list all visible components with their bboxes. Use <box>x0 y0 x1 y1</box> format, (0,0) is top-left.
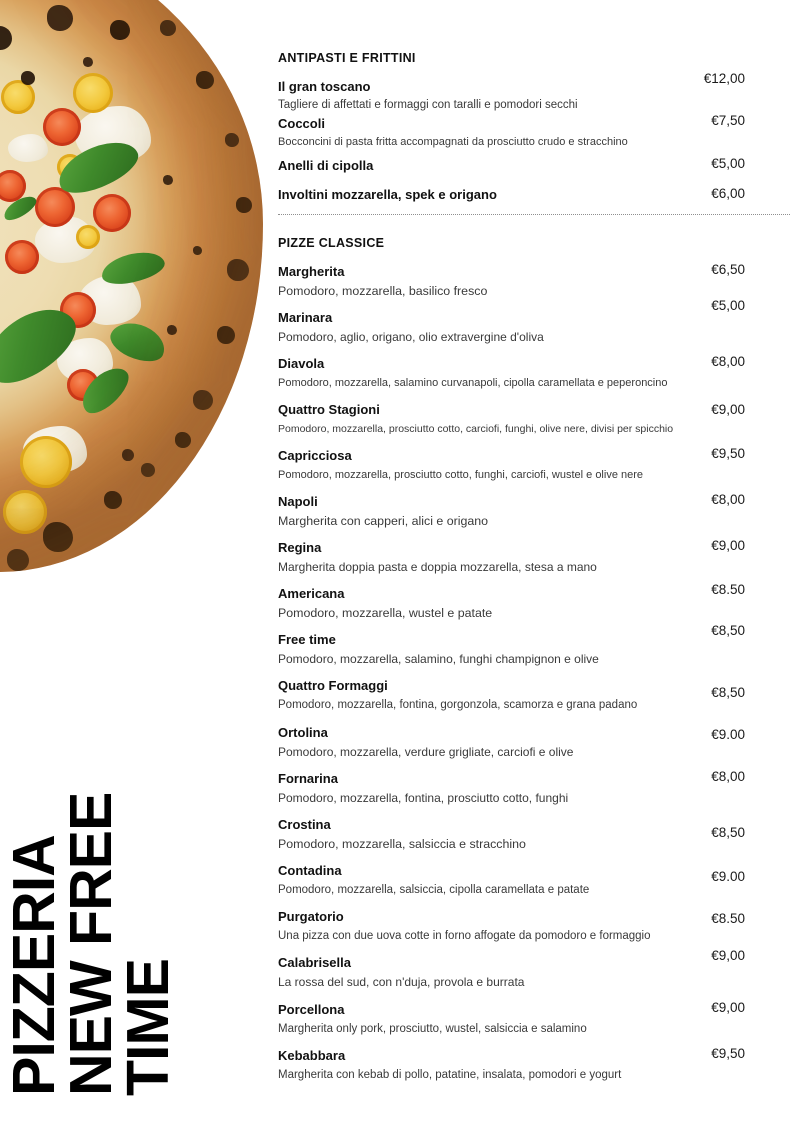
basil-leaf <box>74 360 136 420</box>
char-spot <box>227 259 249 281</box>
item-description: Margherita doppia pasta e doppia mozzarella, stesa a mano <box>278 560 597 574</box>
menu-item <box>278 1000 745 1037</box>
menu-item <box>278 354 745 391</box>
menu-item <box>278 1046 745 1083</box>
menu-item <box>278 538 745 575</box>
tomato-yellow <box>73 73 113 113</box>
tomato-red <box>0 170 26 202</box>
item-name: Anelli di cipolla <box>278 158 374 173</box>
menu-item <box>278 723 745 760</box>
item-name: Margherita <box>278 264 345 279</box>
item-price: €8,50 <box>711 685 745 700</box>
char-spot <box>193 246 202 255</box>
mozzarella-blob <box>23 426 87 474</box>
char-spot <box>167 325 177 335</box>
mozzarella-blob <box>75 106 151 164</box>
menu-item <box>278 156 745 175</box>
brand-line-2: NEW FREE <box>58 792 124 1096</box>
char-spot <box>47 5 73 31</box>
char-spot <box>43 522 73 552</box>
item-description: Una pizza con due uova cotte in forno affogate da pomodoro e formaggio <box>278 930 651 942</box>
item-price: €9,00 <box>711 402 745 417</box>
item-description: Pomodoro, aglio, origano, olio extravergine d'oliva <box>278 330 544 344</box>
menu-item <box>278 71 745 113</box>
item-name: Kebabbara <box>278 1048 346 1063</box>
item-price: €6,00 <box>711 186 745 201</box>
tomato-red <box>67 369 99 401</box>
item-description: Bocconcini di pasta fritta accompagnati da prosciutto crudo e stracchino <box>278 136 628 148</box>
item-description: Tagliere di affettati e formaggi con taralli e pomodori secchi <box>278 99 578 111</box>
item-price: €9,00 <box>711 948 745 963</box>
item-name: Napoli <box>278 494 318 509</box>
item-price: €9.00 <box>711 727 745 742</box>
item-description: Margherita only pork, prosciutto, wustel, salsiccia e salamino <box>278 1023 587 1035</box>
char-spot <box>163 175 173 185</box>
char-spot <box>160 20 176 36</box>
menu-section-pizze <box>278 235 745 1083</box>
char-spot <box>141 463 155 477</box>
tomato-yellow <box>3 490 47 534</box>
item-name: Fornarina <box>278 771 338 786</box>
item-name: Ortolina <box>278 725 328 740</box>
item-description: Margherita con capperi, alici e origano <box>278 514 489 528</box>
tomato-yellow <box>76 225 100 249</box>
item-price: €9,00 <box>711 1000 745 1015</box>
item-description: Pomodoro, mozzarella, fontina, prosciutto cotto, funghi <box>278 791 569 805</box>
menu-item <box>278 185 745 204</box>
item-name: Contadina <box>278 863 342 878</box>
item-price: €5,00 <box>711 156 745 171</box>
menu-item <box>278 861 745 898</box>
item-name: Il gran toscano <box>278 79 371 94</box>
tomato-yellow <box>20 436 72 488</box>
tomato-red <box>35 187 75 227</box>
item-description: Pomodoro, mozzarella, verdure grigliate, carciofi e olive <box>278 745 574 759</box>
item-price: €8,50 <box>711 825 745 840</box>
menu-item <box>278 815 745 852</box>
item-description: Pomodoro, mozzarella, wustel e patate <box>278 606 493 620</box>
menu-item <box>278 584 745 621</box>
menu-item <box>278 446 745 483</box>
item-name: Americana <box>278 586 345 601</box>
item-price: €8.50 <box>711 911 745 926</box>
item-price: €7,50 <box>711 113 745 128</box>
menu-item <box>278 298 745 345</box>
menu-item <box>278 948 745 990</box>
item-description: La rossa del sud, con n'duja, provola e burrata <box>278 975 525 989</box>
item-name: Porcellona <box>278 1002 345 1017</box>
menu-item <box>278 676 745 713</box>
item-name: Crostina <box>278 817 331 832</box>
menu-column <box>278 50 745 1092</box>
menu-item <box>278 262 745 299</box>
item-description: Pomodoro, mozzarella, prosciutto cotto, carciofi, funghi, olive nere, divisi per spicchio <box>278 423 674 435</box>
char-spot <box>196 71 214 89</box>
char-spot <box>104 491 122 509</box>
item-name: Marinara <box>278 310 333 325</box>
item-price: €12,00 <box>703 71 745 86</box>
item-name: Diavola <box>278 356 325 371</box>
char-spot <box>217 326 235 344</box>
basil-leaf <box>0 295 87 395</box>
item-description: Margherita con kebab di pollo, patatine, insalata, pomodori e yogurt <box>278 1069 622 1081</box>
tomato-red <box>43 108 81 146</box>
basil-leaf <box>106 315 171 369</box>
char-spot <box>7 549 29 571</box>
brand-line-1: PIZZERIA <box>1 835 67 1096</box>
item-price: €8,00 <box>711 354 745 369</box>
char-spot <box>225 133 239 147</box>
mozzarella-blob <box>8 134 48 162</box>
menu-section-antipasti <box>278 50 745 204</box>
tomato-red <box>93 194 131 232</box>
basil-leaf <box>52 133 145 202</box>
section-title: ANTIPASTI E FRITTINI <box>278 51 416 65</box>
char-spot <box>0 26 12 50</box>
menu-item <box>278 769 745 806</box>
item-name: Coccoli <box>278 116 325 131</box>
char-spot <box>122 449 134 461</box>
mozzarella-blob <box>35 217 95 263</box>
item-price: €9.00 <box>711 869 745 884</box>
item-description: Pomodoro, mozzarella, prosciutto cotto, funghi, carciofi, wustel e olive nere <box>278 469 644 481</box>
menu-item <box>278 907 745 944</box>
item-price: €9,50 <box>711 446 745 461</box>
mozzarella-blob <box>57 338 113 382</box>
item-name: Regina <box>278 540 322 555</box>
tomato-yellow <box>57 154 83 180</box>
item-description: Pomodoro, mozzarella, salamino, funghi champignon e olive <box>278 652 599 666</box>
item-price: €8,00 <box>711 492 745 507</box>
basil-leaf <box>99 248 167 289</box>
section-title: PIZZE CLASSICE <box>278 236 385 250</box>
basil-leaf <box>0 192 39 224</box>
item-price: €9,50 <box>711 1046 745 1061</box>
section-divider <box>278 214 790 215</box>
item-name: Quattro Stagioni <box>278 402 380 417</box>
item-description: Pomodoro, mozzarella, basilico fresco <box>278 284 488 298</box>
char-spot <box>21 71 35 85</box>
item-name: Quattro Formaggi <box>278 678 388 693</box>
menu-item <box>278 492 745 529</box>
item-name: Free time <box>278 632 336 647</box>
pizza-photo <box>0 0 263 572</box>
item-name: Capricciosa <box>278 448 352 463</box>
menu-item <box>278 623 745 667</box>
char-spot <box>110 20 130 40</box>
item-description: Pomodoro, mozzarella, salamino curvanapoli, cipolla caramellata e peperoncino <box>278 377 668 389</box>
brand-vertical-title <box>1 792 181 1096</box>
char-spot <box>175 432 191 448</box>
item-name: Purgatorio <box>278 909 344 924</box>
item-description: Pomodoro, mozzarella, salsiccia e stracchino <box>278 837 526 851</box>
char-spot <box>193 390 213 410</box>
item-price: €8.50 <box>711 582 745 597</box>
brand-line-3: TIME <box>115 959 181 1096</box>
tomato-red <box>5 240 39 274</box>
char-spot <box>83 57 93 67</box>
char-spot <box>236 197 252 213</box>
menu-item <box>278 400 745 437</box>
item-description: Pomodoro, mozzarella, fontina, gorgonzola, scamorza e grana padano <box>278 699 638 711</box>
tomato-yellow <box>1 80 35 114</box>
item-name: Calabrisella <box>278 955 351 970</box>
item-description: Pomodoro, mozzarella, salsiccia, cipolla caramellata e patate <box>278 884 590 896</box>
antipasti-items <box>278 71 745 204</box>
item-name: Involtini mozzarella, spek e origano <box>278 187 497 202</box>
item-price: €8,50 <box>711 623 745 638</box>
item-price: €9,00 <box>711 538 745 553</box>
item-price: €8,00 <box>711 769 745 784</box>
mozzarella-blob <box>79 275 141 325</box>
menu-item <box>278 114 745 150</box>
item-price: €5,00 <box>711 298 745 313</box>
item-price: €6,50 <box>711 262 745 277</box>
pizze-items <box>278 262 745 1083</box>
tomato-red <box>60 292 96 328</box>
